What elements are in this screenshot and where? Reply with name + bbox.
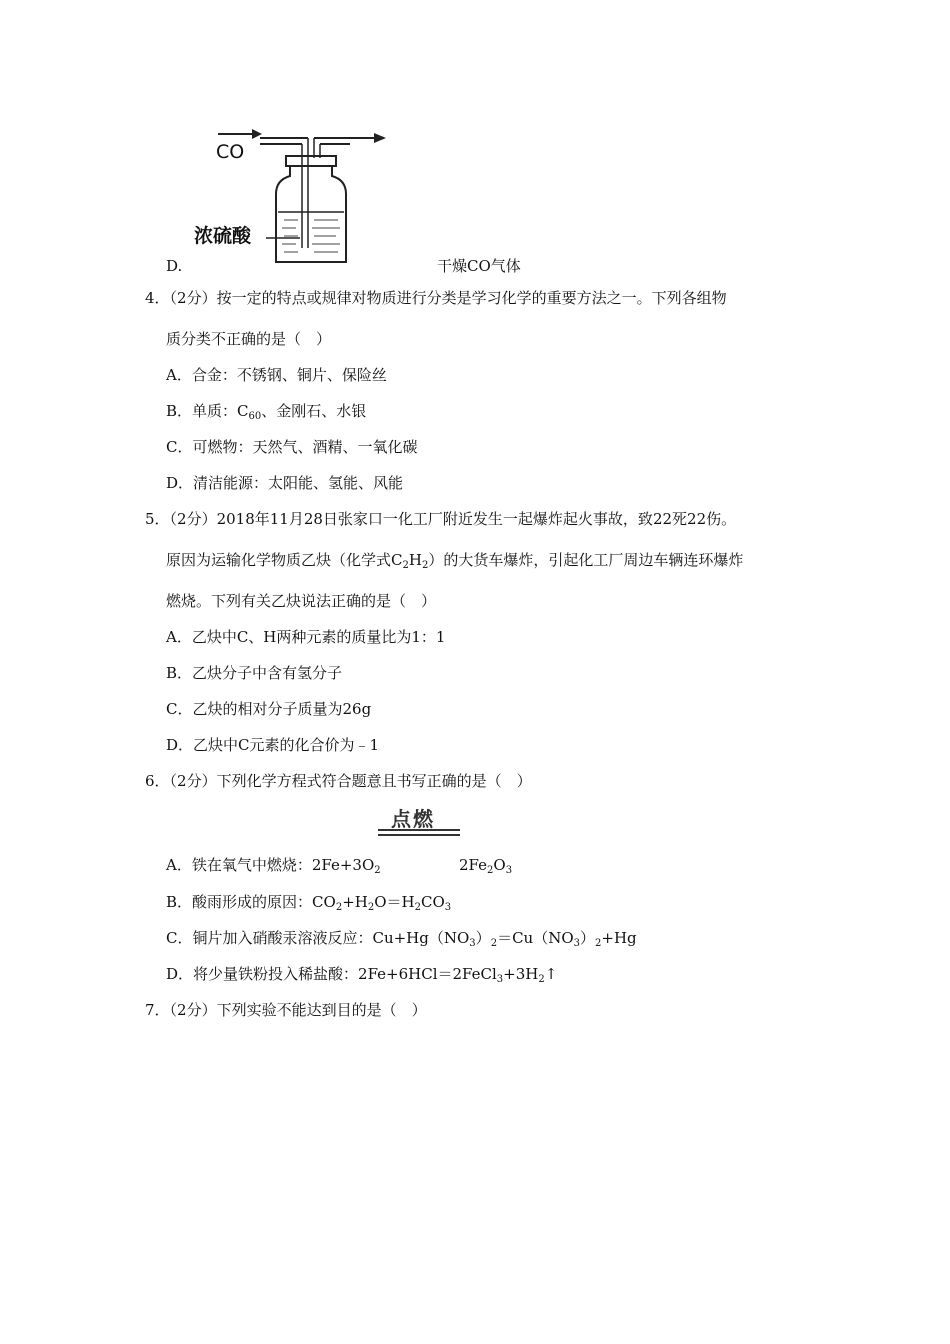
q5-option-b: B．乙炔分子中含有氢分子 xyxy=(166,664,343,682)
q5-stem-line2: 原因为运输化学物质乙炔（化学式$C_2H_2$）的大货车爆炸，引起化工厂周边车辆连环爆炸 xyxy=(166,551,744,571)
q4-stem-line2: 质分类不正确的是（ ） xyxy=(166,330,332,348)
q4-option-b: B．单质：$C_{60}$、金刚石、水银 xyxy=(166,402,367,422)
q6-stem: 6．（2分）下列化学方程式符合题意且书写正确的是（ ） xyxy=(145,772,532,790)
q5-option-d: D．乙炔中C元素的化合价为﹣1 xyxy=(166,736,380,754)
q3-option-d-label: D. xyxy=(166,257,183,275)
q4-option-a: A．合金：不锈钢、铜片、保险丝 xyxy=(166,366,387,384)
q3-option-d-caption: 干燥CO气体 xyxy=(437,257,521,275)
q5-option-a: A．乙炔中C、H两种元素的质量比为1：1 xyxy=(166,628,446,646)
q5-stem-line3: 燃烧。下列有关乙炔说法正确的是（ ） xyxy=(166,592,437,610)
gas-label: CO xyxy=(216,141,245,163)
q5-stem-line1: 5．（2分）2018年11月28日张家口一化工厂附近发生一起爆炸起火事故，致22死22伤。 xyxy=(145,510,737,528)
q6-option-c: C．铜片加入硝酸汞溶液反应：$Cu+Hg(NO_3)_2=Cu(NO_3)_2+Hg$ xyxy=(166,929,637,949)
reaction-equals-sign xyxy=(378,828,460,838)
q4-option-c: C．可燃物：天然气、酒精、一氧化碳 xyxy=(166,438,418,456)
q7-stem: 7．（2分）下列实验不能达到目的是（ ） xyxy=(145,1001,427,1019)
reaction-condition: 点燃 xyxy=(391,807,435,831)
q6-option-d: D．将少量铁粉投入稀盐酸：$2Fe+6HCl=2FeCl_3+3H_2↑$ xyxy=(166,965,558,985)
q6-option-a: A．铁在氧气中燃烧：$2Fe+3O_2$ xyxy=(166,856,381,876)
q5-option-c: C．乙炔的相对分子质量为26g xyxy=(166,700,372,718)
q6-option-b: B．酸雨形成的原因：$CO_2+H_2O=H_2CO_3$ xyxy=(166,893,452,913)
liquid-label: 浓硫酸 xyxy=(194,225,252,247)
q6-option-a-product: $2Fe_2O_3$ xyxy=(459,856,513,876)
q4-stem-line1: 4．（2分）按一定的特点或规律对物质进行分类是学习化学的重要方法之一。下列各组物 xyxy=(145,289,727,307)
q4-option-d: D．清洁能源：太阳能、氢能、风能 xyxy=(166,474,404,492)
